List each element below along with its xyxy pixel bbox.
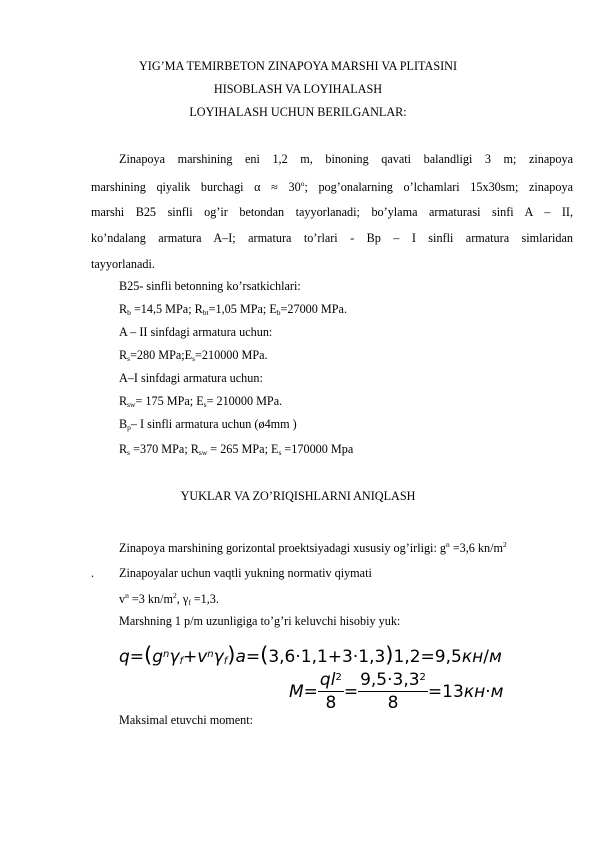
load-line: Zinapoya marshining gorizontal proektsiyadagi xususiy og’irligi: $g^n =3,6$ $kn/m^2$ (119, 540, 507, 555)
intro-line-5: tayyorlanadi. (91, 257, 155, 271)
section-heading: YUKLAR VA ZO’RIQISHLARNI ANIQLASH (180, 489, 416, 503)
title-line-1: YIG’MA TEMIRBETON ZINAPOYA MARSHI VA PLITASINI (138, 59, 458, 73)
moment-label: Maksimal etuvchi moment: (119, 713, 254, 727)
intro-line-4: ko’ndalang armatura A–I; armatura to’rlari - Bp – I sinfli armatura simlaridan (91, 231, 573, 245)
bp-values: $R_s =370$ MPa; $R_{sw} = 265$ MPa; $E_s =170000$ Mpa (119, 442, 354, 457)
a2-values: $R_s=280$ $MPa;E_s=210000$ MPa. (119, 348, 268, 363)
title-line-2: HISOBLASH VA LOYIHALASH (213, 82, 383, 96)
formula-q: $q=(g^n\gamma_f+v^n\gamma_f)a=(3,6\cdot 1,1+3\cdot 1,3)1,2=9,5кн/м$ (119, 643, 502, 667)
bp-heading: $B_p-$ I sinfli armatura uchun (ø4mm ) (119, 417, 297, 432)
a2-heading: A – II sinfdagi armatura uchun: (119, 325, 273, 339)
intro-line-1: Zinapoya marshining eni 1,2 m, binoning qavati balandligi 3 m; zinapoya (119, 152, 573, 166)
concrete-heading: B25- sinfli betonning ko’rsatkichlari: (119, 279, 301, 293)
temp-values: $v^n =3$ $kn/m^2$, $\gamma_f =1,3$. (119, 591, 219, 607)
a1-heading: A–I sinfdagi armatura uchun: (119, 371, 263, 385)
per-meter-line: Marshning 1 p/m uzunligiga to’g’ri keluvchi hisobiy yuk: (119, 614, 401, 628)
concrete-values: $R_b =14,5$ MPa; $R_{bt}=1,05$ MPa; $E_b=27000$ MPa. (119, 302, 347, 317)
formula-m: M= $\frac{ql^2}{8}$ = $\frac{9,5\cdot 3,3^2}{8}$ =13кн·м (289, 670, 504, 713)
intro-line-3: marshi B25 sinfli og’ir betondan tayyorlanadi; bo’ylama armaturasi sinfi A – II, (91, 205, 573, 219)
a1-values: $R_{sw}= 175$ MPa; $E_s= 210000$ MPa. (119, 394, 283, 409)
title-line-3: LOYIHALASH UCHUN BERILGANLAR: (189, 105, 407, 119)
dot-mark: . (91, 566, 95, 580)
intro-line-2: marshining qiyalik burchagi $\alpha \approx 30^o$; pog’onalarning o’lchamlari 15x30sm; zinapoya (91, 179, 573, 194)
temp-line: Zinapoyalar uchun vaqtli yukning normativ qiymati (119, 566, 372, 580)
